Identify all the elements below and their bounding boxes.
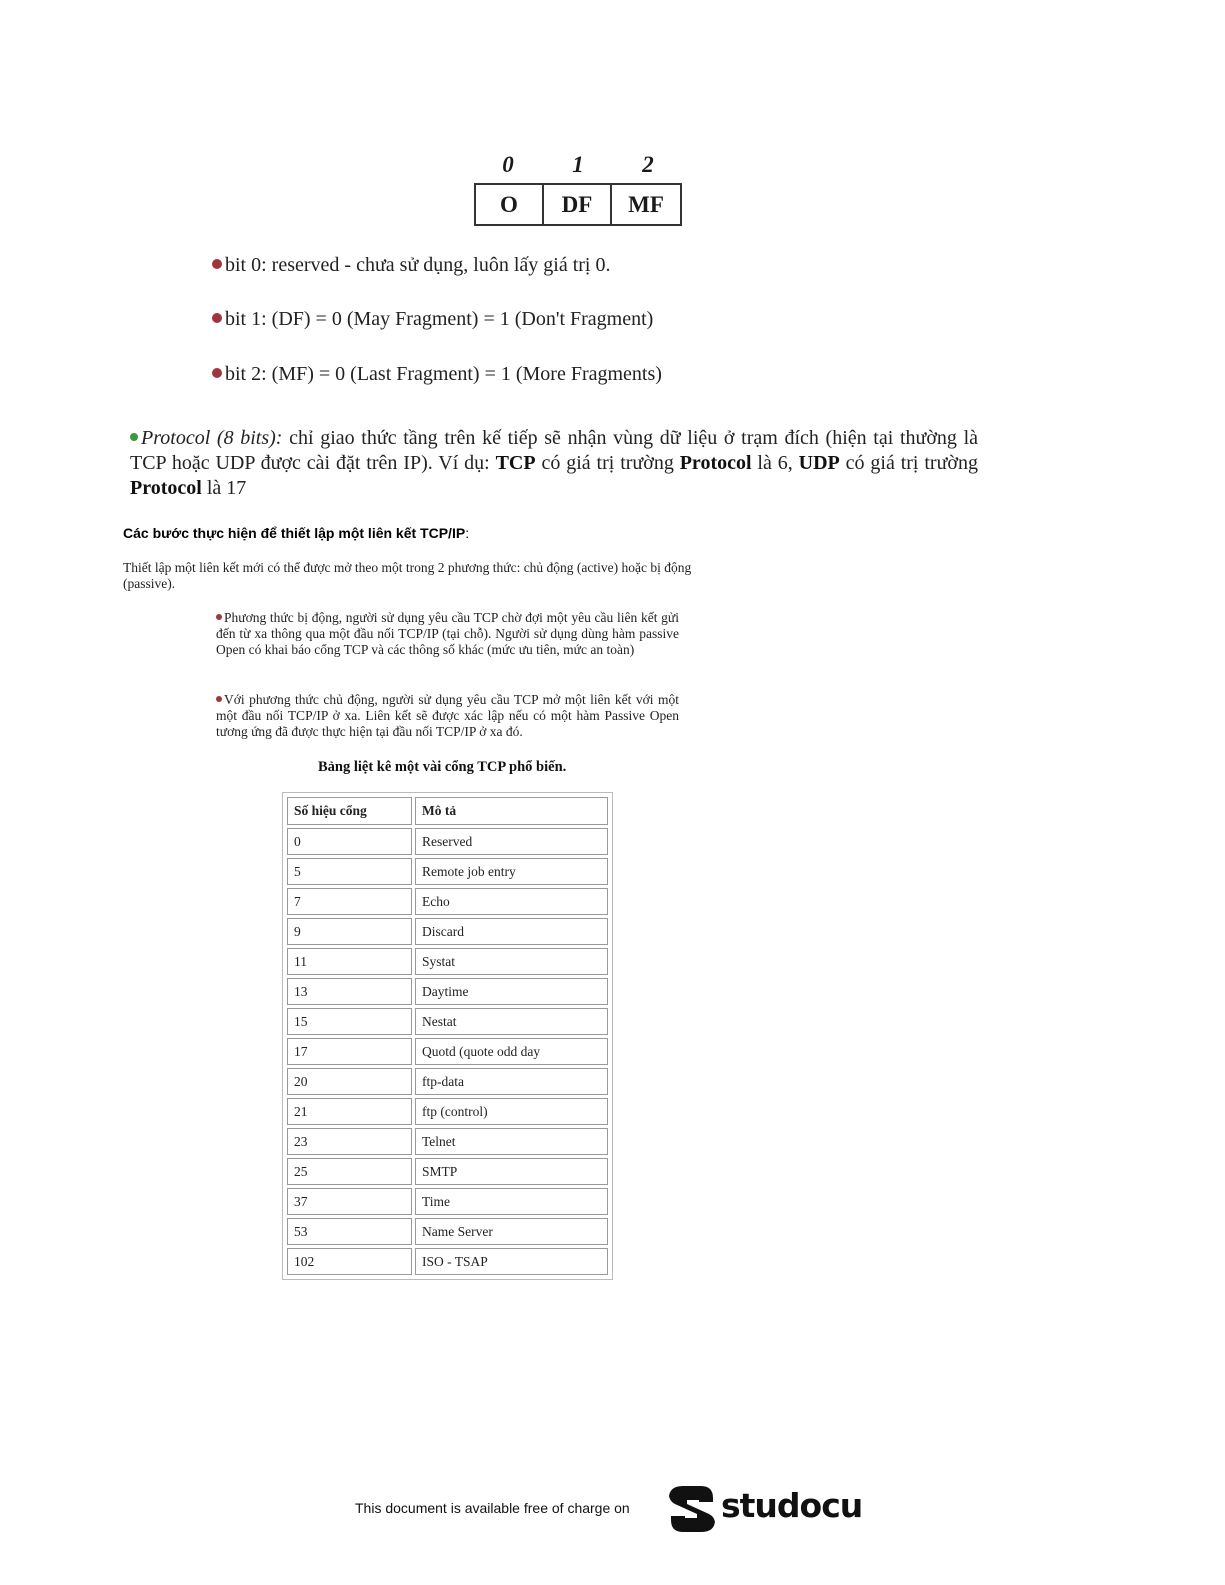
flag-cell-mf: MF [628,191,664,217]
protocol-text: là 6, [751,452,799,474]
bit-0-text: bit 0: reserved - chưa sử dụng, luôn lấy giá trị 0. [225,254,611,276]
bit-2-line [212,363,662,386]
header-description: Mô tả [415,797,608,825]
port-description-cell: Discard [415,918,608,945]
bit-1-line [212,308,653,331]
passive-mode-text: Phương thức bị động, người sử dụng yêu cầu TCP chờ đợi một yêu cầu liên kết gửi đến từ xa thông qua một đầu nối TCP/IP (tại chỗ). Người sử dụng dùng hàm passive Open có khai báo cổng TCP và các thông số khác (mức ưu tiên, mức an toàn) [216,610,679,658]
table-row [287,858,608,885]
table-row [287,1188,608,1215]
port-number-cell: 102 [287,1248,412,1275]
bullet-icon [216,696,222,702]
udp-term: UDP [798,452,840,474]
port-number-cell: 9 [287,918,412,945]
port-description-cell: Systat [415,948,608,975]
table-header-row [287,797,608,825]
protocol-text: là 17 [201,477,247,499]
port-description-cell: Telnet [415,1128,608,1155]
flags-diagram [474,152,684,228]
table-caption: Bảng liệt kê một vài cổng TCP phổ biến. [318,759,567,775]
port-description-cell: SMTP [415,1158,608,1185]
bit-number-0: 0 [502,152,514,177]
port-number-cell: 11 [287,948,412,975]
protocol-text: chỉ giao thức tầng trên kế tiếp sẽ nhận vùng dữ liệu ở trạm đích (hiện tại thường là TCP hoặc UDP được cài đặt trên IP). Ví dụ: [130,427,979,474]
port-number-cell: 17 [287,1038,412,1065]
protocol-term: Protocol [679,452,752,474]
port-number-cell: 7 [287,888,412,915]
port-description-cell: Echo [415,888,608,915]
studocu-wordmark[interactable]: studocu [721,1486,863,1525]
bullet-icon [212,313,222,323]
port-description-cell: Reserved [415,828,608,855]
port-description-cell: Nestat [415,1008,608,1035]
port-number-cell: 0 [287,828,412,855]
passive-mode-paragraph [216,610,679,659]
port-number-cell: 21 [287,1098,412,1125]
protocol-text: có giá trị trường [535,452,680,474]
table-row [287,918,608,945]
bit-0-line [212,254,610,277]
table-row [287,828,608,855]
steps-heading-colon: : [465,525,470,541]
active-mode-paragraph [216,692,679,741]
port-description-cell: Remote job entry [415,858,608,885]
port-number-cell: 5 [287,858,412,885]
port-number-cell: 20 [287,1068,412,1095]
tcp-port-table [282,792,613,1280]
protocol-label: Protocol (8 bits): [141,427,283,449]
footer-text: This document is available free of charge on [355,1500,630,1516]
table-row [287,1068,608,1095]
flag-cell-df: DF [544,185,612,224]
bullet-icon [216,614,222,620]
table-row [287,1158,608,1185]
port-number-cell: 25 [287,1158,412,1185]
table-row [287,1038,608,1065]
table-row [287,978,608,1005]
port-description-cell: Name Server [415,1218,608,1245]
studocu-logo-icon [669,1484,715,1534]
port-number-cell: 23 [287,1128,412,1155]
tcp-term: TCP [495,452,536,474]
steps-intro: Thiết lập một liên kết mới có thể được mở theo một trong 2 phương thức: chủ động (active) hoặc bị động (passive). [123,560,692,591]
protocol-text: có giá trị trường [839,452,979,474]
header-port-number: Số hiệu cổng [287,797,412,825]
bit-2-text: bit 2: (MF) = 0 (Last Fragment) = 1 (More Fragments) [225,363,662,385]
protocol-term: Protocol [130,477,202,499]
table-row [287,1218,608,1245]
port-description-cell: Daytime [415,978,608,1005]
protocol-paragraph [130,426,978,501]
bit-number-1: 1 [572,152,584,177]
bullet-icon [130,433,138,441]
bullet-icon [212,259,222,269]
port-number-cell: 13 [287,978,412,1005]
footer [355,1484,875,1536]
bit-1-text: bit 1: (DF) = 0 (May Fragment) = 1 (Don't Fragment) [225,308,654,330]
port-description-cell: Time [415,1188,608,1215]
table-row [287,1098,608,1125]
active-mode-text: Với phương thức chủ động, người sử dụng yêu cầu TCP mở một liên kết với một một đầu nối TCP/IP ở xa. Liên kết sẽ được xác lập nếu có một hàm Passive Open tương ứng đã được thực hiện tại đầu nối TCP/IP ở xa đó. [216,692,679,740]
port-description-cell: ISO - TSAP [415,1248,608,1275]
port-number-cell: 53 [287,1218,412,1245]
flags-row [474,183,682,226]
bullet-icon [212,368,222,378]
port-description-cell: Quotd (quote odd day [415,1038,608,1065]
table-row [287,1008,608,1035]
port-description-cell: ftp-data [415,1068,608,1095]
table-row [287,1128,608,1155]
port-description-cell: ftp (control) [415,1098,608,1125]
steps-heading-text: Các bước thực hiện để thiết lập một liên kết TCP/IP [123,525,466,541]
flag-cell-reserved: O [476,185,544,224]
table-row [287,888,608,915]
table-row [287,948,608,975]
bit-number-2: 2 [642,152,654,177]
steps-heading [123,525,469,541]
port-number-cell: 37 [287,1188,412,1215]
port-number-cell: 15 [287,1008,412,1035]
table-row [287,1248,608,1275]
